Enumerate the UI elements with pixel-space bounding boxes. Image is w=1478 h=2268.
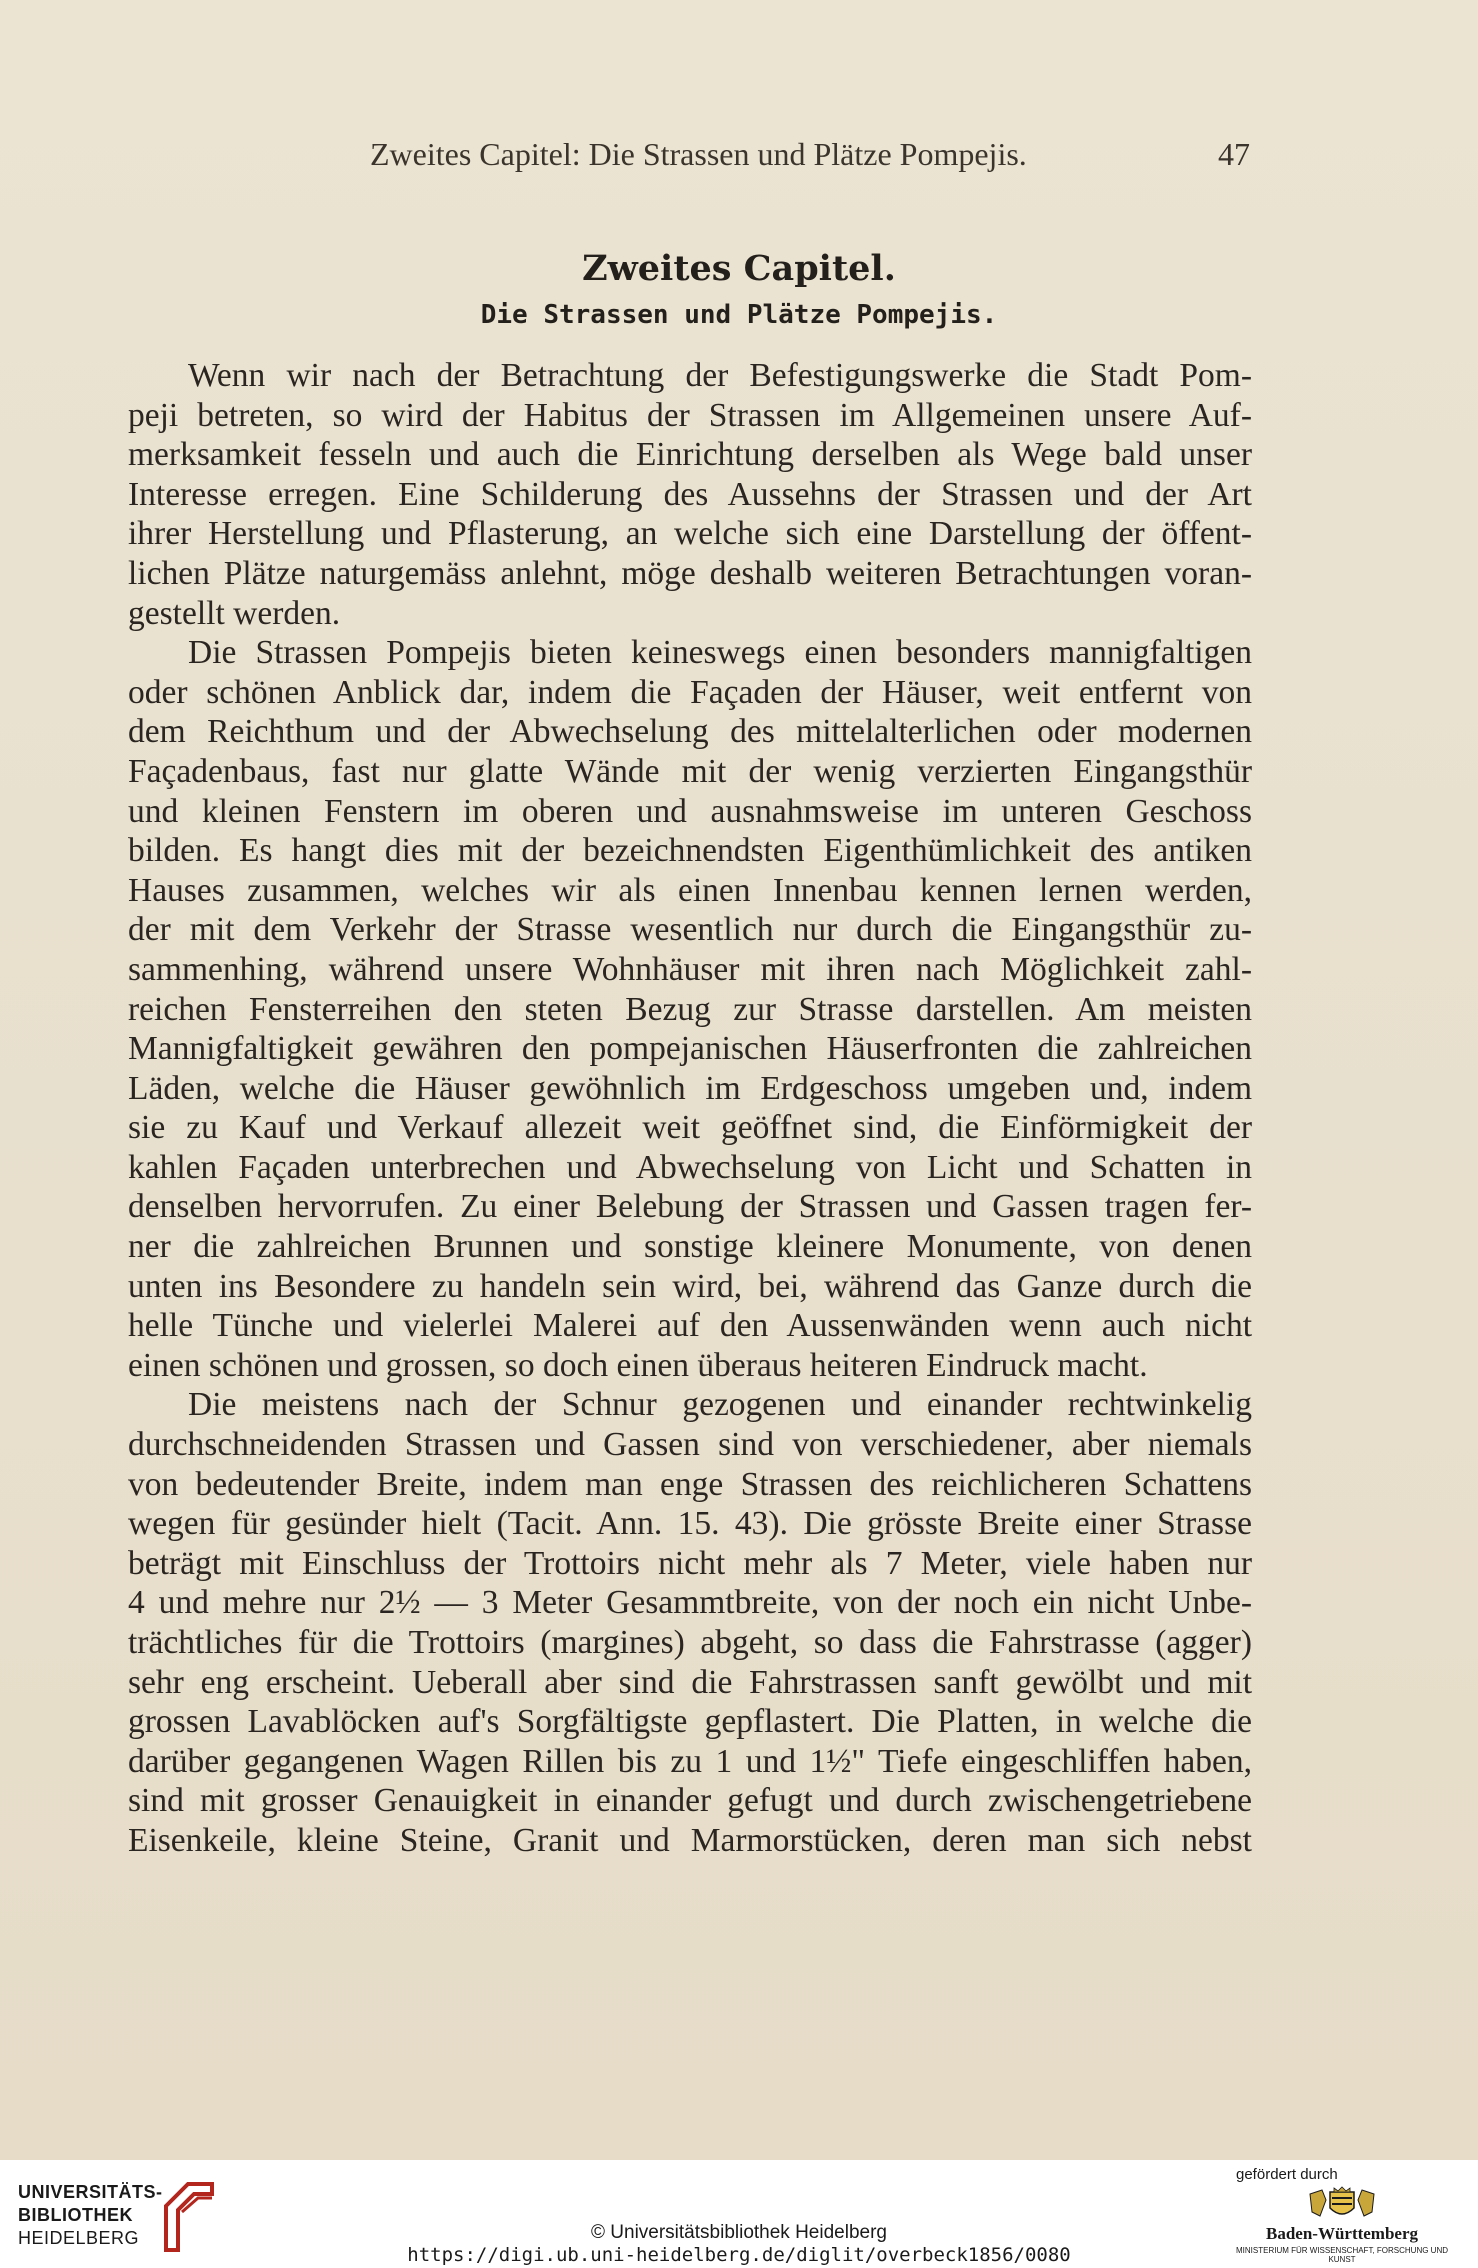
permalink-url[interactable]: https://digi.ub.uni-heidelberg.de/diglit/overbeck1856/0080 <box>407 2244 1071 2266</box>
coat-of-arms-icon <box>1302 2186 1382 2222</box>
page-number: 47 <box>1218 136 1250 172</box>
text-line: beträgt mit Einschluss der Trottoirs nicht mehr als 7 Meter, viele haben nur <box>128 1544 1252 1582</box>
text-line: Hauses zusammen, welches wir als einen Innenbau kennen lernen werden, <box>128 871 1252 909</box>
copyright-notice: © Universitätsbibliothek Heidelberg <box>591 2222 887 2243</box>
text-line: kahlen Façaden unterbrechen und Abwechselung von Licht und Schatten in <box>128 1148 1252 1186</box>
text-line: Läden, welche die Häuser gewöhnlich im Erdgeschoss umgeben und, indem <box>128 1069 1252 1107</box>
text-line: dem Reichthum und der Abwechselung des mittelalterlichen oder modernen <box>128 713 1252 751</box>
funder-subtitle: MINISTERIUM FÜR WISSENSCHAFT, FORSCHUNG UND KUNST <box>1236 2246 1448 2264</box>
running-head-title: Zweites Capitel: Die Strassen und Plätze Pompejis. <box>370 136 1027 172</box>
text-line: lichen Plätze naturgemäss anlehnt, möge deshalb weiteren Betrachtungen voran- <box>128 554 1252 592</box>
text-line: sie zu Kauf und Verkauf allezeit weit geöffnet sind, die Einförmigkeit der <box>128 1109 1252 1147</box>
library-logo-line2: BIBLIOTHEK <box>18 2205 133 2225</box>
text-line: von bedeutender Breite, indem man enge Strassen des reichlicheren Schattens <box>128 1465 1252 1503</box>
text-line: sammenhing, während unsere Wohnhäuser mit ihren nach Möglichkeit zahl- <box>128 950 1252 988</box>
text-line: merksamkeit fesseln und auch die Einrichtung derselben als Wege bald unser <box>128 436 1252 474</box>
text-line: gestellt werden. <box>128 594 341 632</box>
text-line: der mit dem Verkehr der Strasse wesentlich nur durch die Eingangsthür zu- <box>128 911 1252 949</box>
library-logo-line1: UNIVERSITÄTS- <box>18 2182 163 2202</box>
text-line: trächtliches für die Trottoirs (margines) abgeht, so dass die Fahrstrasse (agger) <box>128 1624 1252 1661</box>
text-line: oder schönen Anblick dar, indem die Façaden der Häuser, weit entfernt von <box>128 673 1252 711</box>
text-line: sehr eng erscheint. Ueberall aber sind die Fahrstrassen sanft gewölbt und mit <box>128 1663 1252 1701</box>
text-line: Die Strassen Pompejis bieten keineswegs einen besonders mannigfaltigen <box>188 634 1252 672</box>
text-line: Façadenbaus, fast nur glatte Wände mit der wenig verzierten Eingangsthür <box>128 752 1252 790</box>
funder-logo[interactable] <box>1222 2166 1462 2266</box>
text-line: reichen Fensterreihen den steten Bezug zur Strasse darstellen. Am meisten <box>128 990 1252 1028</box>
text-line: grossen Lavablöcken auf's Sorgfältigste gepflastert. Die Platten, in welche die <box>128 1703 1252 1741</box>
text-line: bilden. Es hangt dies mit der bezeichnendsten Eigenthümlichkeit des antiken <box>128 832 1252 870</box>
text-line: ihrer Herstellung und Pflasterung, an welche sich eine Darstellung der öffent- <box>128 515 1252 553</box>
library-logo-line3: HEIDELBERG <box>18 2228 140 2248</box>
text-line: wegen für gesünder hielt (Tacit. Ann. 15. 43). Die grösste Breite einer Strasse <box>128 1505 1252 1543</box>
text-line: und kleinen Fenstern im oberen und ausnahmsweise im unteren Geschoss <box>128 792 1252 830</box>
funder-name: Baden-Württemberg <box>1265 2224 1419 2243</box>
text-line: Interesse erregen. Eine Schilderung des Aussehns der Strassen und der Art <box>128 475 1252 513</box>
text-line: sind mit grosser Genauigkeit in einander gefugt und durch zwischengetriebene <box>128 1782 1252 1820</box>
chapter-title: Zweites Capitel. <box>582 248 896 289</box>
text-line: darüber gegangenen Wagen Rillen bis zu 1 und 1½" Tiefe eingeschliffen haben, <box>128 1742 1252 1780</box>
text-line: Eisenkeile, kleine Steine, Granit und Marmorstücken, deren man sich nebst <box>128 1821 1252 1859</box>
text-line: Wenn wir nach der Betrachtung der Befestigungswerke die Stadt Pom- <box>188 357 1252 394</box>
text-line: Mannigfaltigkeit gewähren den pompejanischen Häuserfronten die zahlreichen <box>128 1030 1252 1068</box>
text-line: einen schönen und grossen, so doch einen überaus heiteren Eindruck macht. <box>128 1346 1148 1384</box>
text-line: peji betreten, so wird der Habitus der Strassen im Allgemeinen unsere Auf- <box>128 396 1252 434</box>
chapter-subtitle: Die Strassen und Plätze Pompejis. <box>480 300 998 330</box>
body-text <box>128 356 1252 1861</box>
funded-by-label: gefördert durch <box>1236 2166 1338 2183</box>
text-line: durchschneidenden Strassen und Gassen sind von verschiedener, aber niemals <box>128 1426 1252 1464</box>
text-line: denselben hervorrufen. Zu einer Belebung der Strassen und Gassen tragen fer- <box>128 1188 1252 1226</box>
text-line: ner die zahlreichen Brunnen und sonstige kleinere Monumente, von denen <box>128 1228 1252 1266</box>
text-line: Die meistens nach der Schnur gezogenen und einander rechtwinkelig <box>188 1386 1252 1424</box>
text-line: unten ins Besondere zu handeln sein wird, bei, während das Ganze durch die <box>128 1267 1252 1305</box>
text-line: helle Tünche und vielerlei Malerei auf den Aussenwänden wenn auch nicht <box>128 1307 1252 1345</box>
text-line: 4 und mehre nur 2½ — 3 Meter Gesammtbreite, von der noch ein nicht Unbe- <box>128 1584 1252 1622</box>
